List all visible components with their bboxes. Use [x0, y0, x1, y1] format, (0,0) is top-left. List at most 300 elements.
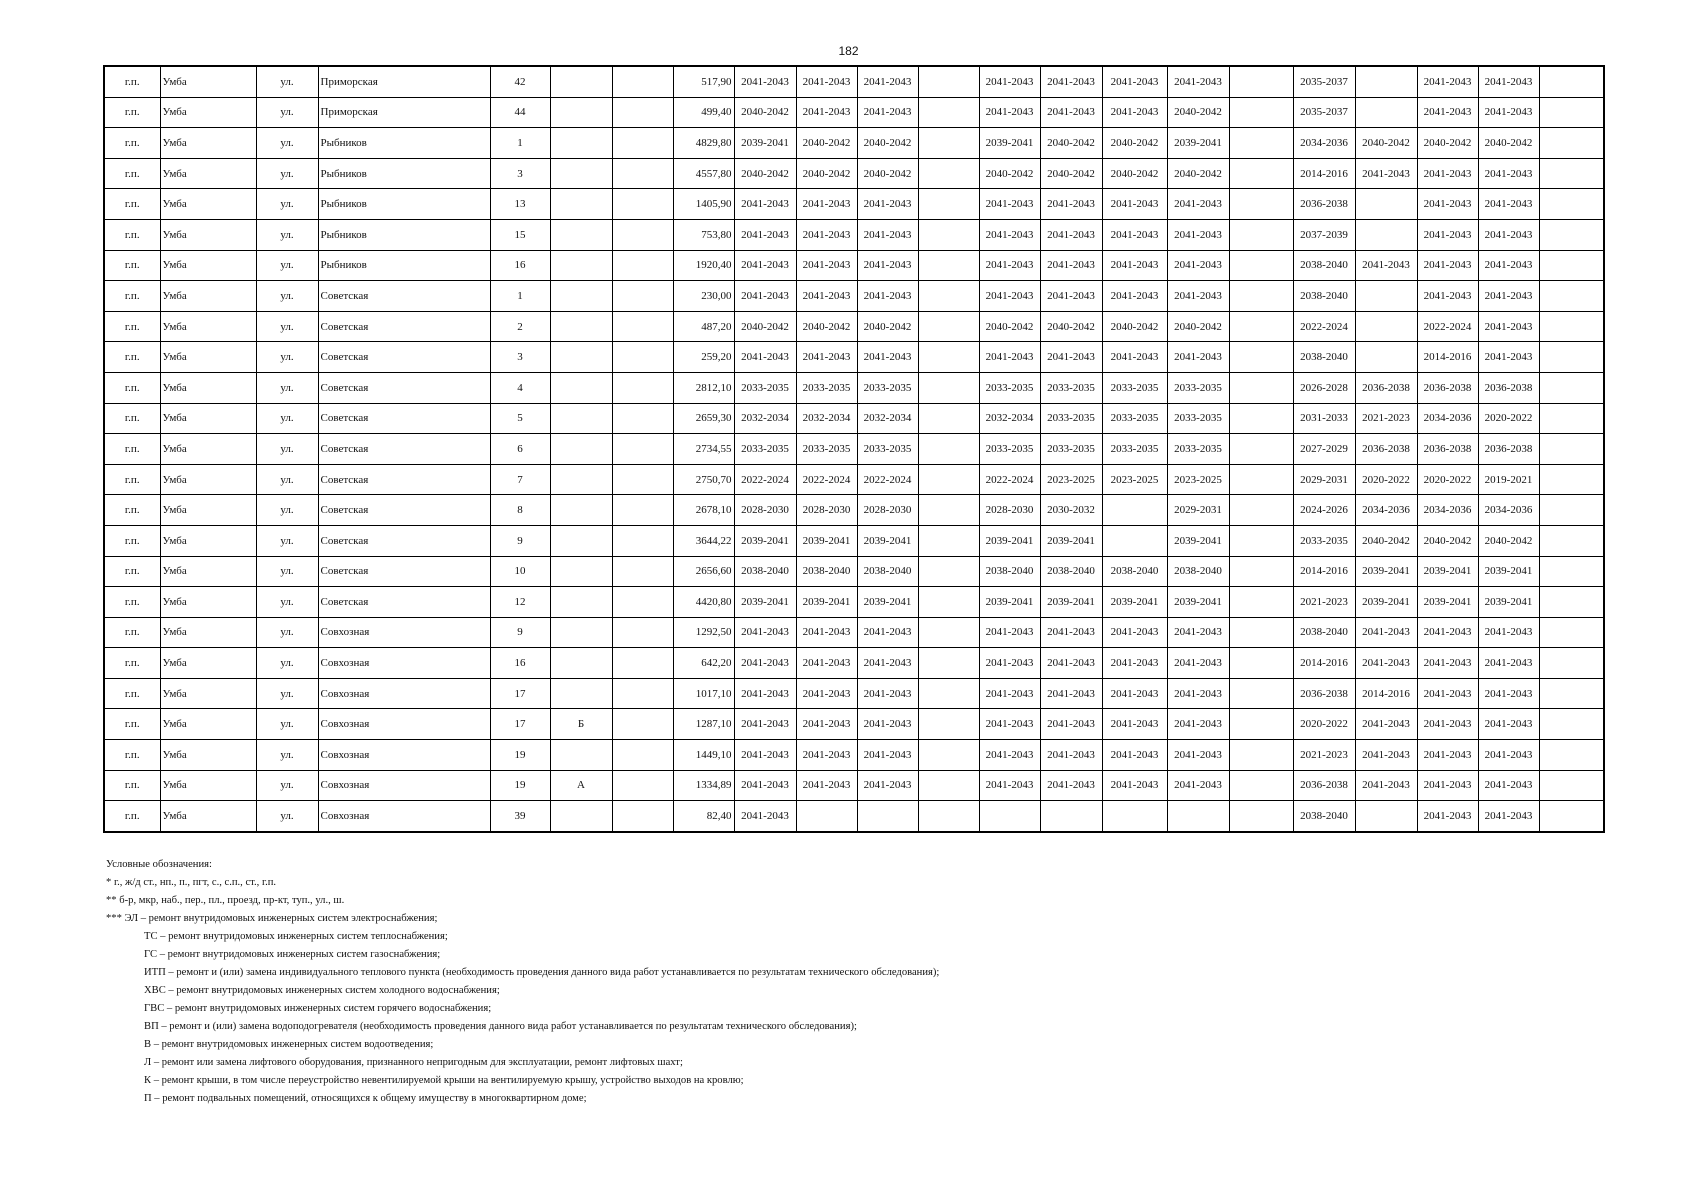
table-cell: 2041-2043 — [796, 66, 857, 97]
table-cell: 2041-2043 — [1040, 189, 1102, 220]
table-cell: Умба — [160, 709, 256, 740]
table-cell: 2035-2037 — [1293, 66, 1355, 97]
table-cell: 2041-2043 — [1102, 617, 1167, 648]
table-cell — [1229, 770, 1293, 801]
table-cell: Советская — [318, 342, 490, 373]
table-cell: 2041-2043 — [979, 770, 1040, 801]
table-cell: 3644,22 — [673, 525, 734, 556]
table-cell: Рыбников — [318, 189, 490, 220]
table-cell: 2038-2040 — [857, 556, 918, 587]
table-cell: 1334,89 — [673, 770, 734, 801]
table-cell: г.п. — [104, 464, 160, 495]
table-cell — [1229, 403, 1293, 434]
table-cell: 1287,10 — [673, 709, 734, 740]
table-cell: 2041-2043 — [857, 678, 918, 709]
table-row — [104, 158, 1604, 189]
table-cell — [1539, 158, 1604, 189]
table-cell: 2041-2043 — [1478, 678, 1539, 709]
table-cell: 3 — [490, 342, 550, 373]
table-cell: 2041-2043 — [1478, 770, 1539, 801]
table-cell: 2014-2016 — [1293, 556, 1355, 587]
table-cell: 2750,70 — [673, 464, 734, 495]
table-cell: г.п. — [104, 587, 160, 618]
table-cell — [1539, 495, 1604, 526]
table-cell: Рыбников — [318, 128, 490, 159]
legend-line: ХВС – ремонт внутридомовых инженерных систем холодного водоснабжения; — [144, 985, 500, 996]
table-cell: 2028-2030 — [979, 495, 1040, 526]
table-cell: 2041-2043 — [796, 342, 857, 373]
table-cell: 2039-2041 — [796, 587, 857, 618]
table-cell — [918, 250, 979, 281]
table-cell — [550, 372, 612, 403]
table-cell: ул. — [256, 189, 318, 220]
table-cell: 2039-2041 — [796, 525, 857, 556]
table-cell: 2040-2042 — [1417, 525, 1478, 556]
table-cell — [918, 219, 979, 250]
table-cell — [1539, 219, 1604, 250]
table-cell — [550, 311, 612, 342]
table-cell: 2041-2043 — [1102, 250, 1167, 281]
table-cell: 2032-2034 — [979, 403, 1040, 434]
table-cell: Совхозная — [318, 678, 490, 709]
table-cell — [1539, 250, 1604, 281]
table-cell: 2041-2043 — [1102, 740, 1167, 771]
table-cell: ул. — [256, 525, 318, 556]
table-cell: 2041-2043 — [796, 709, 857, 740]
table-cell: 7 — [490, 464, 550, 495]
table-cell: 2041-2043 — [1102, 97, 1167, 128]
table-cell: ул. — [256, 372, 318, 403]
table-cell: Советская — [318, 403, 490, 434]
legend-line: ГВС – ремонт внутридомовых инженерных систем горячего водоснабжения; — [144, 1003, 492, 1014]
table-cell: 2039-2041 — [979, 587, 1040, 618]
table-cell: 2041-2043 — [1417, 709, 1478, 740]
table-cell: 2033-2035 — [1102, 372, 1167, 403]
table-cell: 1405,90 — [673, 189, 734, 220]
table-cell: Умба — [160, 740, 256, 771]
table-cell: 2019-2021 — [1478, 464, 1539, 495]
table-cell: 2041-2043 — [1102, 66, 1167, 97]
table-cell: 2041-2043 — [796, 97, 857, 128]
table-cell: Б — [550, 709, 612, 740]
table-cell — [1355, 342, 1417, 373]
table-cell: 2036-2038 — [1293, 189, 1355, 220]
table-cell: ул. — [256, 434, 318, 465]
table-cell: 2041-2043 — [734, 250, 796, 281]
table-cell: 2037-2039 — [1293, 219, 1355, 250]
table-cell: г.п. — [104, 97, 160, 128]
table-cell: 2041-2043 — [1040, 66, 1102, 97]
table-cell: 2038-2040 — [1293, 281, 1355, 312]
table-cell: 2036-2038 — [1417, 434, 1478, 465]
table-cell: 2041-2043 — [979, 648, 1040, 679]
table-cell — [1539, 770, 1604, 801]
table-cell: Приморская — [318, 97, 490, 128]
table-cell: 4829,80 — [673, 128, 734, 159]
table-cell: 2029-2031 — [1167, 495, 1229, 526]
table-cell: 2041-2043 — [1417, 66, 1478, 97]
table-cell — [1102, 525, 1167, 556]
table-cell: г.п. — [104, 219, 160, 250]
table-cell: Умба — [160, 372, 256, 403]
table-cell: 2041-2043 — [734, 648, 796, 679]
table-cell: 2039-2041 — [1167, 525, 1229, 556]
table-cell: Совхозная — [318, 617, 490, 648]
table-cell — [1229, 158, 1293, 189]
table-cell: 2026-2028 — [1293, 372, 1355, 403]
legend-line: * г., ж/д ст., нп., п., пгт, с., с.п., ст., г.п. — [106, 877, 277, 888]
table-row — [104, 770, 1604, 801]
table-cell — [1355, 219, 1417, 250]
table-cell: Умба — [160, 250, 256, 281]
table-cell: ул. — [256, 770, 318, 801]
table-cell: 2041-2043 — [979, 281, 1040, 312]
table-cell: ул. — [256, 464, 318, 495]
table-cell: 2041-2043 — [1355, 617, 1417, 648]
table-cell: 2022-2024 — [734, 464, 796, 495]
table-row — [104, 372, 1604, 403]
table-cell: 2041-2043 — [857, 648, 918, 679]
table-cell: 2036-2038 — [1417, 372, 1478, 403]
table-cell: 2039-2041 — [857, 587, 918, 618]
table-cell: Умба — [160, 770, 256, 801]
table-cell — [612, 128, 673, 159]
table-cell: 2038-2040 — [979, 556, 1040, 587]
table-cell: 19 — [490, 740, 550, 771]
legend-line: К – ремонт крыши, в том числе переустройство невентилируемой крыши на вентилируемую крышу, устройство выходов на кровлю; — [144, 1075, 744, 1086]
table-cell: 2029-2031 — [1293, 464, 1355, 495]
table-cell: 2033-2035 — [979, 372, 1040, 403]
table-cell: Умба — [160, 189, 256, 220]
table-cell: 13 — [490, 189, 550, 220]
table-cell: Умба — [160, 434, 256, 465]
table-cell: Рыбников — [318, 158, 490, 189]
table-cell: Умба — [160, 556, 256, 587]
table-cell: 2041-2043 — [796, 250, 857, 281]
table-cell — [1355, 311, 1417, 342]
table-cell: 2041-2043 — [1040, 770, 1102, 801]
table-row — [104, 311, 1604, 342]
table-cell: Умба — [160, 801, 256, 832]
table-cell: 2041-2043 — [1478, 158, 1539, 189]
table-cell — [1539, 740, 1604, 771]
table-cell — [1539, 556, 1604, 587]
table-cell: 2030-2032 — [1040, 495, 1102, 526]
table-cell: 2041-2043 — [1478, 281, 1539, 312]
table-cell: 2040-2042 — [1040, 128, 1102, 159]
table-cell: 2041-2043 — [1478, 97, 1539, 128]
table-cell — [1355, 801, 1417, 832]
table-cell: г.п. — [104, 372, 160, 403]
table-cell — [1539, 66, 1604, 97]
table-cell: 39 — [490, 801, 550, 832]
table-cell: 2038-2040 — [1293, 250, 1355, 281]
table-row — [104, 525, 1604, 556]
table-cell: Рыбников — [318, 250, 490, 281]
table-cell: Умба — [160, 587, 256, 618]
table-cell: 2041-2043 — [1102, 219, 1167, 250]
table-cell: 2020-2022 — [1293, 709, 1355, 740]
table-cell: 2041-2043 — [1102, 281, 1167, 312]
table-cell: Приморская — [318, 66, 490, 97]
table-cell — [1229, 342, 1293, 373]
table-cell: 2041-2043 — [1417, 740, 1478, 771]
table-cell: 2041-2043 — [979, 219, 1040, 250]
table-cell: Советская — [318, 372, 490, 403]
table-cell: 2041-2043 — [1478, 740, 1539, 771]
table-cell — [1229, 434, 1293, 465]
table-row — [104, 281, 1604, 312]
table-cell: г.п. — [104, 770, 160, 801]
table-cell: А — [550, 770, 612, 801]
table-cell — [1229, 66, 1293, 97]
table-cell: 2020-2022 — [1355, 464, 1417, 495]
table-row — [104, 66, 1604, 97]
table-cell: 2041-2043 — [1478, 709, 1539, 740]
table-row — [104, 740, 1604, 771]
table-cell — [612, 770, 673, 801]
table-cell: Умба — [160, 617, 256, 648]
table-cell: 2036-2038 — [1355, 372, 1417, 403]
table-cell — [550, 648, 612, 679]
table-cell: 2041-2043 — [1355, 770, 1417, 801]
table-cell: Умба — [160, 219, 256, 250]
table-cell — [612, 587, 673, 618]
table-cell: 2039-2041 — [1355, 587, 1417, 618]
table-cell — [1539, 372, 1604, 403]
table-cell: 2041-2043 — [796, 678, 857, 709]
table-cell: 2038-2040 — [1102, 556, 1167, 587]
table-cell: Советская — [318, 556, 490, 587]
table-cell: 2040-2042 — [1167, 158, 1229, 189]
table-cell: 2041-2043 — [1040, 97, 1102, 128]
table-cell — [612, 617, 673, 648]
table-cell — [1229, 128, 1293, 159]
table-cell — [612, 740, 673, 771]
table-cell — [857, 801, 918, 832]
table-cell — [1229, 495, 1293, 526]
table-cell: 2041-2043 — [857, 250, 918, 281]
table-cell — [550, 525, 612, 556]
table-cell: 2039-2041 — [1417, 556, 1478, 587]
table-cell: 2041-2043 — [1040, 617, 1102, 648]
table-cell: 2041-2043 — [796, 770, 857, 801]
table-cell: Умба — [160, 158, 256, 189]
table-cell: 2041-2043 — [734, 709, 796, 740]
legend-line: П – ремонт подвальных помещений, относящихся к общему имуществу в многоквартирном доме; — [144, 1093, 587, 1104]
table-cell: 2039-2041 — [1040, 525, 1102, 556]
table-cell: 2659,30 — [673, 403, 734, 434]
table-cell: г.п. — [104, 556, 160, 587]
table-cell: 2014-2016 — [1417, 342, 1478, 373]
table-cell: 1449,10 — [673, 740, 734, 771]
table-cell: г.п. — [104, 158, 160, 189]
table-cell — [979, 801, 1040, 832]
table-cell: 2040-2042 — [734, 311, 796, 342]
table-cell: 3 — [490, 158, 550, 189]
table-cell: 2021-2023 — [1293, 587, 1355, 618]
table-cell: 2041-2043 — [734, 342, 796, 373]
table-cell: 2041-2043 — [796, 740, 857, 771]
table-row — [104, 801, 1604, 832]
table-cell: 2040-2042 — [734, 158, 796, 189]
table-cell: 2041-2043 — [1167, 250, 1229, 281]
table-cell — [550, 158, 612, 189]
table-cell: 2039-2041 — [1355, 556, 1417, 587]
table-cell — [918, 372, 979, 403]
table-cell — [918, 97, 979, 128]
table-cell: 2041-2043 — [1102, 342, 1167, 373]
table-row — [104, 495, 1604, 526]
table-cell — [918, 464, 979, 495]
table-cell: 2041-2043 — [1478, 311, 1539, 342]
table-cell: 2041-2043 — [1102, 648, 1167, 679]
table-cell: 2038-2040 — [1293, 342, 1355, 373]
table-row — [104, 189, 1604, 220]
table-cell: г.п. — [104, 281, 160, 312]
table-cell — [1539, 525, 1604, 556]
table-cell: 2041-2043 — [1102, 678, 1167, 709]
legend-line: Л – ремонт или замена лифтового оборудования, признанного непригодным для эксплуатации, ремонт лифтовых шахт; — [144, 1057, 683, 1068]
table-cell: 2040-2042 — [1478, 128, 1539, 159]
table-cell: 2014-2016 — [1293, 158, 1355, 189]
table-cell — [1229, 556, 1293, 587]
table-cell: 15 — [490, 219, 550, 250]
table-cell: 2040-2042 — [1102, 158, 1167, 189]
table-cell: 2033-2035 — [857, 434, 918, 465]
table-cell: 2039-2041 — [734, 128, 796, 159]
table-cell — [550, 587, 612, 618]
table-cell: 2033-2035 — [734, 372, 796, 403]
table-cell: 2812,10 — [673, 372, 734, 403]
table-body — [104, 66, 1604, 832]
table-cell: 2040-2042 — [796, 128, 857, 159]
table-cell: 8 — [490, 495, 550, 526]
table-cell — [1355, 66, 1417, 97]
table-cell — [612, 189, 673, 220]
table-cell: 2036-2038 — [1478, 372, 1539, 403]
table-cell — [918, 403, 979, 434]
table-cell — [1539, 342, 1604, 373]
table-cell: г.п. — [104, 311, 160, 342]
table-cell: 2041-2043 — [734, 678, 796, 709]
table-cell: 2041-2043 — [1167, 219, 1229, 250]
table-cell — [796, 801, 857, 832]
table-cell — [1539, 587, 1604, 618]
table-cell: 2040-2042 — [734, 97, 796, 128]
repair-schedule-table — [103, 65, 1605, 833]
table-cell: 2040-2042 — [1167, 97, 1229, 128]
table-cell: 9 — [490, 617, 550, 648]
table-cell — [918, 311, 979, 342]
table-cell: ул. — [256, 311, 318, 342]
table-cell: 2039-2041 — [734, 525, 796, 556]
table-cell — [612, 525, 673, 556]
table-cell: 2041-2043 — [857, 97, 918, 128]
table-cell: 2039-2041 — [734, 587, 796, 618]
table-cell: 2041-2043 — [1417, 678, 1478, 709]
table-cell — [550, 128, 612, 159]
table-cell: 2041-2043 — [734, 617, 796, 648]
table-cell: 2041-2043 — [734, 66, 796, 97]
table-cell: Умба — [160, 464, 256, 495]
table-cell — [918, 158, 979, 189]
table-cell — [918, 678, 979, 709]
table-cell — [918, 648, 979, 679]
table-cell: ул. — [256, 617, 318, 648]
table-cell: 2041-2043 — [796, 189, 857, 220]
table-cell: 2041-2043 — [857, 617, 918, 648]
table-cell: 2014-2016 — [1293, 648, 1355, 679]
table-cell — [1229, 648, 1293, 679]
table-cell: Рыбников — [318, 219, 490, 250]
table-cell: 2040-2042 — [1040, 311, 1102, 342]
table-cell: 2033-2035 — [1040, 403, 1102, 434]
table-cell: 2041-2043 — [734, 189, 796, 220]
table-cell: г.п. — [104, 434, 160, 465]
table-cell: г.п. — [104, 740, 160, 771]
table-cell: ул. — [256, 128, 318, 159]
table-cell: 2041-2043 — [796, 617, 857, 648]
table-cell: 1017,10 — [673, 678, 734, 709]
table-cell: 2038-2040 — [796, 556, 857, 587]
table-cell: 499,40 — [673, 97, 734, 128]
table-row — [104, 556, 1604, 587]
table-cell: 2041-2043 — [1355, 250, 1417, 281]
table-cell — [1539, 281, 1604, 312]
table-cell: 2039-2041 — [979, 128, 1040, 159]
table-cell: 2023-2025 — [1167, 464, 1229, 495]
table-cell: 642,20 — [673, 648, 734, 679]
table-cell: 2039-2041 — [1102, 587, 1167, 618]
table-cell: 2033-2035 — [1102, 403, 1167, 434]
table-cell — [550, 250, 612, 281]
table-cell: 5 — [490, 403, 550, 434]
table-cell: 2678,10 — [673, 495, 734, 526]
table-cell: 2041-2043 — [1478, 617, 1539, 648]
table-cell: 2023-2025 — [1102, 464, 1167, 495]
table-cell — [1167, 801, 1229, 832]
table-cell: г.п. — [104, 678, 160, 709]
table-cell — [1229, 219, 1293, 250]
table-cell: 2022-2024 — [857, 464, 918, 495]
table-row — [104, 678, 1604, 709]
table-cell — [550, 219, 612, 250]
table-cell — [1229, 372, 1293, 403]
table-cell: 2041-2043 — [1167, 709, 1229, 740]
table-cell: 17 — [490, 678, 550, 709]
table-cell — [1229, 801, 1293, 832]
table-cell — [612, 311, 673, 342]
table-cell: ул. — [256, 648, 318, 679]
table-cell: 4557,80 — [673, 158, 734, 189]
table-cell: 2041-2043 — [1040, 740, 1102, 771]
table-cell: 2041-2043 — [1167, 189, 1229, 220]
table-cell — [550, 281, 612, 312]
table-cell: 2041-2043 — [1102, 770, 1167, 801]
page-number: 182 — [838, 44, 859, 58]
table-cell: 6 — [490, 434, 550, 465]
table-cell: г.п. — [104, 648, 160, 679]
table-cell — [918, 740, 979, 771]
table-cell: 2020-2022 — [1417, 464, 1478, 495]
table-cell — [1539, 97, 1604, 128]
table-cell: 2041-2043 — [1355, 158, 1417, 189]
legend-line: ГС – ремонт внутридомовых инженерных систем газоснабжения; — [144, 949, 441, 960]
table-cell: 2041-2043 — [857, 189, 918, 220]
table-cell: 2039-2041 — [1478, 556, 1539, 587]
table-cell: 4420,80 — [673, 587, 734, 618]
